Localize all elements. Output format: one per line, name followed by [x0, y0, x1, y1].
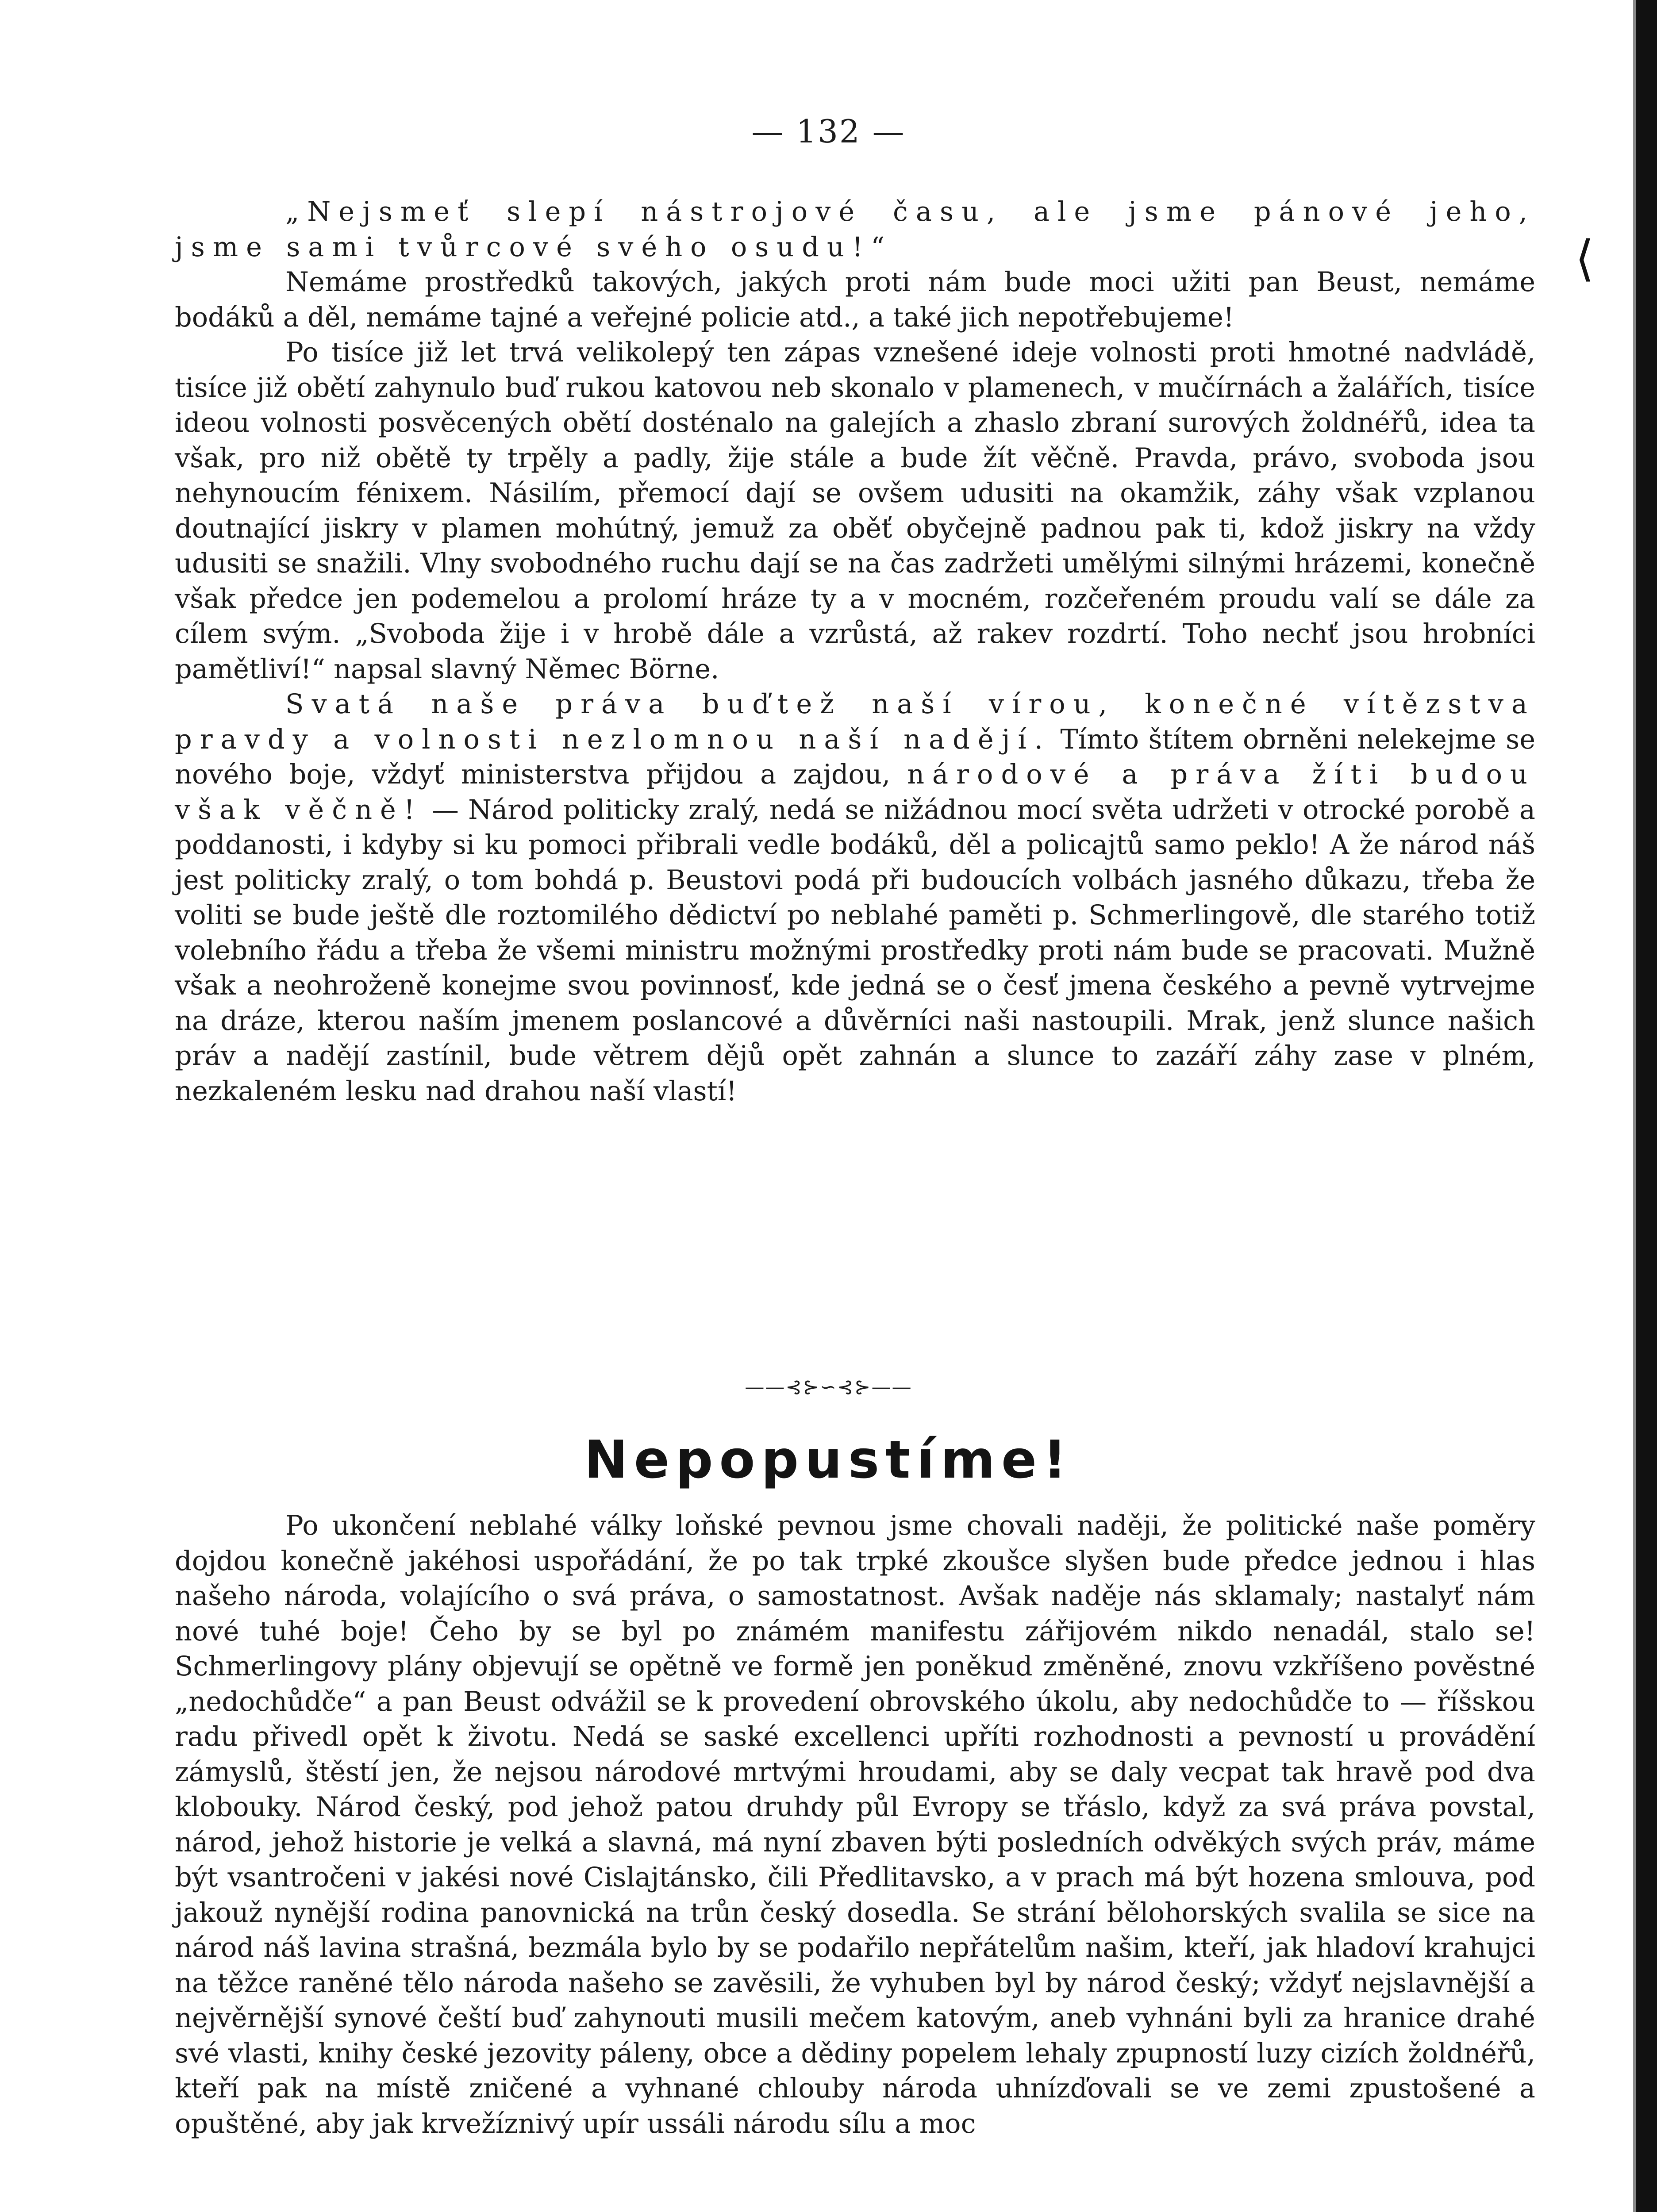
article-heading: Nepopustíme!: [584, 1429, 1073, 1490]
spaced-emphasis: národové a práva žíti budou však věčně!: [175, 759, 1535, 826]
section-divider: ——⊰⊱∽⊰⊱——: [745, 1376, 912, 1398]
spaced-quote: „Nejsmeť slepí nástrojové času, ale jsme pánové jeho, jsme sami tvůrcové svého osudu!“: [175, 196, 1535, 263]
scan-edge-right: [1636, 0, 1657, 2212]
margin-mark: ⟨: [1575, 230, 1594, 287]
paragraph: Nemáme prostředků takových, jakých proti nám bude moci užiti pan Beust, nemáme bodáků a děl, nemáme tajné a veřejné policie atd., a také jich nepotřebujeme!: [175, 267, 1535, 333]
paragraph: Po tisíce již let trvá velikolepý ten zápas vznešené ideje volnosti proti hmotné nadvládě, tisíce již obětí zahynulo buď rukou katovou neb skonalo v plamenech, v mučírnách a žalářích, tisíce ideou volnosti posvěcených obětí dosténalo na galejích a zhaslo zbraní surových žoldnéřů, idea ta však, pro niž obětě ty trpěly a padly, žije stále a bude žít věčně. Pravda, právo, svoboda jsou nehynoucím fénixem. Násilím, přemocí dají se ovšem udusiti na okamžik, záhy však vzplanou doutnající jiskry v plamen mohútný, jemuž za oběť obyčejně padnou pak ti, kdož jiskry na vždy udusiti se snažili. Vlny svobodného ruchu dají se na čas zadržeti umělými silnými hrázemi, konečně však předce jen podemelou a prolomí hráze ty a v mocném, rozčeřeném proudu valí se dále za cílem svým. „Svoboda žije i v hrobě dále a vzrůstá, až rakev rozdrtí. Toho nechť jsou hrobníci pamětliví!“ napsal slavný Němec Börne.: [175, 337, 1535, 685]
paragraph-quote: [175, 195, 1535, 265]
paragraph: [175, 687, 1535, 1109]
paragraph: Po ukončení neblahé války loňské pevnou jsme chovali naději, že politické naše poměry dojdou konečně jakéhosi uspořádání, že po tak trpké zkoušce slyšen bude předce jednou i hlas našeho národa, volajícího o svá práva, o samostatnost. Avšak naděje nás sklamaly; nastalyť nám nové tuhé boje! Čeho by se byl po známém manifestu zářijovém nikdo nenadál, stalo se! Schmerlingovy plány objevují se opětně ve formě jen poněkud změněné, znovu vzkříšeno pověstné „nedochůdče“ a pan Beust odvážil se k provedení obrovského úkolu, aby nedochůdče to — říšskou radu přivedl opět k životu. Nedá se saské excellenci upříti rozhodnosti a pevností u provádění zámyslů, štěstí jen, že nejsou národové mrtvými hroudami, aby se daly vecpat tak hravě pod dva klobouky. Národ český, pod jehož patou druhdy půl Evropy se třáslo, když za svá práva povstal, národ, jehož historie je velká a slavná, má nyní zbaven býti posledních odvěkých svých práv, máme být vsantročeni v jakési nové Cislajtánsko, čili Předlitavsko, a v prach má být hozena smlouva, pod jakouž nynější rodina panovnická na trůn český dosedla. Se strání bělohorských svalila se sice na národ náš lavina strašná, bezmála bylo by se podařilo nepřátelům našim, kteří, jak hladoví krahujci na těžce raněné tělo národa našeho se zavěsili, že vyhuben byl by národ český; vždyť nejslavnější a nejvěrnější synové čeští buď zahynouti musili mečem katovým, aneb vyhnáni byli za hranice drahé své vlasti, knihy české jezovity páleny, obce a dědiny popelem lehaly zpupností luzy cizích žoldnéřů, kteří pak na místě zničené a vyhnané chlouby národa uhnízďovali se ve zemi zpustošené a opuštěné, aby jak krvežíznivý upír ussáli národu sílu a moc: [175, 1510, 1535, 2139]
article-continuation: [175, 195, 1535, 1109]
text-run: Tímto štítem obrněni nelekejme se nového boje, vždyť ministerstva přijdou a zajdou,: [175, 724, 1536, 790]
spaced-emphasis: Svatá naše práva buďtež naší vírou, konečné vítězstva pravdy a volnosti nezlomnou naší nadějí.: [175, 689, 1535, 755]
page-number: — 132 —: [751, 113, 906, 150]
text-run: — Národ politicky zralý, nedá se nižádnou mocí světa udržeti v otrocké porobě a poddanosti, i kdyby si ku pomoci přibrali vedle bodáků, děl a policajtů samo peklo! A že národ náš jest politicky zralý, o tom bohdá p. Beustovi podá při budoucích volbách jasného důkazu, třeba že voliti se bude ještě dle roztomilého dědictví po neblahé paměti p. Schmerlingově, dle starého totiž volebního řádu a třeba že všemi ministru možnými prostředky proti nám bude se pracovati. Mužně však a neohroženě konejme svou povinnosť, kde jedná se o česť jmena českého a pevně vytrvejme na dráze, kterou naším jmenem poslancové a důvěrníci naši nastoupili. Mrak, jenž slunce našich práv a nadějí zastínil, bude větrem dějů opět zahnán a slunce to zazáří záhy zase v plném, nezkaleném lesku nad drahou naší vlastí!: [175, 794, 1536, 1107]
article-body: [175, 1509, 1535, 2142]
